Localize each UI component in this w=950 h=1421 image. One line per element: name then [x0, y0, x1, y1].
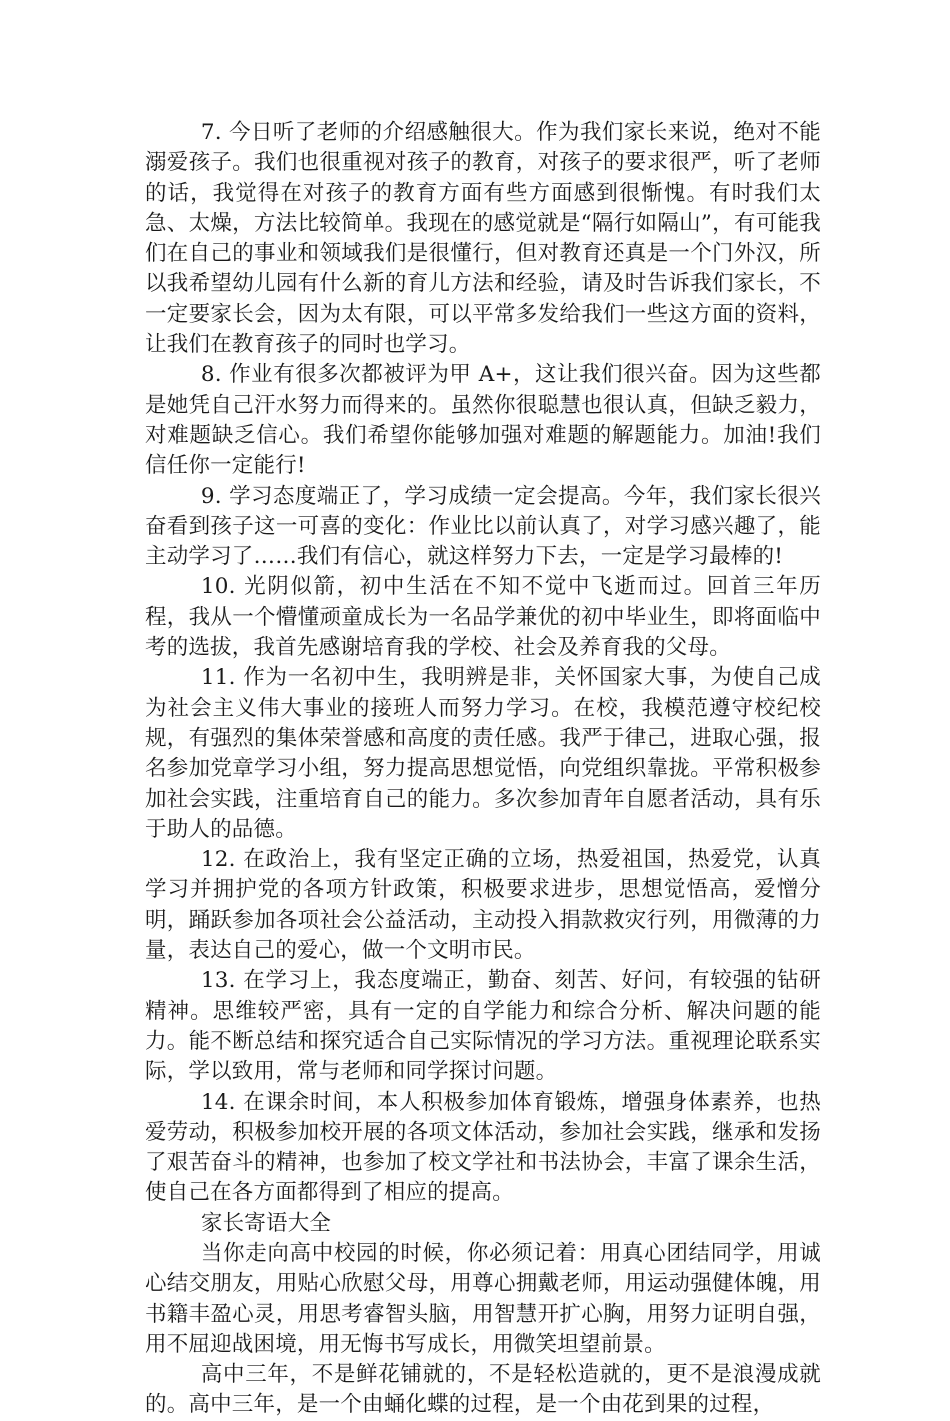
paragraph-11: 11. 作为一名初中生，我明辨是非，关怀国家大事，为使自己成为社会主义伟大事业的接班人而努力学习。在校，我模范遵守校纪校规，有强烈的集体荣誉感和高度的责任感。我严于律己，进取心强，报名参加党章学习小组，努力提高思想觉悟，向党组织靠拢。平常积极参加社会实践，注重培育自己的能力。多次参加青年自愿者活动，具有乐于助人的品德。 [145, 665, 821, 842]
section-heading: 家长寄语大全 [200, 1210, 332, 1236]
paragraph-8: 8. 作业有很多次都被评为甲 A+，这让我们很兴奋。因为这些都是她凭自己汗水努力而得来的。虽然你很聪慧也很认真，但缺乏毅力，对难题缺乏信心。我们希望你能够加强对难题的解题能力。加油!我们信任你一定能行! [145, 362, 821, 479]
paragraph-high-school-advice: 当你走向高中校园的时候，你必须记着：用真心团结同学，用诚心结交朋友，用贴心欣慰父母，用尊心拥戴老师，用运动强健体魄，用书籍丰盈心灵，用思考睿智头脑，用智慧开扩心胸，用努力证明自强，用不屈迎战困境，用无悔书写成长，用微笑坦望前景。 [145, 1240, 821, 1357]
paragraph-14: 14. 在课余时间，本人积极参加体育锻炼，增强身体素养，也热爱劳动，积极参加校开展的各项文体活动，参加社会实践，继承和发扬了艰苦奋斗的精神，也参加了校文学社和书法协会，丰富了课余生活，使自己在各方面都得到了相应的提高。 [145, 1089, 821, 1206]
paragraph-12: 12. 在政治上，我有坚定正确的立场，热爱祖国，热爱党，认真学习并拥护党的各项方针政策，积极要求进步，思想觉悟高，爱憎分明，踊跃参加各项社会公益活动，主动投入捐款救灾行列，用微薄的力量，表达自己的爱心，做一个文明市民。 [145, 847, 821, 964]
paragraph-10: 10. 光阴似箭，初中生活在不知不觉中飞逝而过。回首三年历程，我从一个懵懂顽童成长为一名品学兼优的初中毕业生，即将面临中考的选拔，我首先感谢培育我的学校、社会及养育我的父母。 [145, 574, 821, 661]
paragraph-13: 13. 在学习上，我态度端正，勤奋、刻苦、好问，有较强的钻研精神。思维较严密，具有一定的自学能力和综合分析、解决问题的能力。能不断总结和探究适合自己实际情况的学习方法。重视理论联系实际，学以致用，常与老师和同学探讨问题。 [145, 968, 821, 1085]
paragraph-9: 9. 学习态度端正了，学习成绩一定会提高。今年，我们家长很兴奋看到孩子这一可喜的变化：作业比以前认真了，对学习感兴趣了，能主动学习了……我们有信心，就这样努力下去，一定是学习最棒的! [145, 483, 821, 570]
document-body [145, 118, 821, 1421]
paragraph-high-school-three-years: 高中三年，不是鲜花铺就的，不是轻松造就的，更不是浪漫成就的。高中三年，是一个由蛹化蝶的过程，是一个由花到果的过程， [145, 1362, 821, 1418]
paragraph-7: 7. 今日听了老师的介绍感触很大。作为我们家长来说，绝对不能溺爱孩子。我们也很重视对孩子的教育，对孩子的要求很严，听了老师的话，我觉得在对孩子的教育方面有些方面感到很惭愧。有时我们太急、太燥，方法比较简单。我现在的感觉就是“隔行如隔山”，有可能我们在自己的事业和领域我们是很懂行，但对教育还真是一个门外汉，所以我希望幼儿园有什么新的育儿方法和经验，请及时告诉我们家长，不一定要家长会，因为太有限，可以平常多发给我们一些这方面的资料，让我们在教育孩子的同时也学习。 [145, 120, 821, 358]
